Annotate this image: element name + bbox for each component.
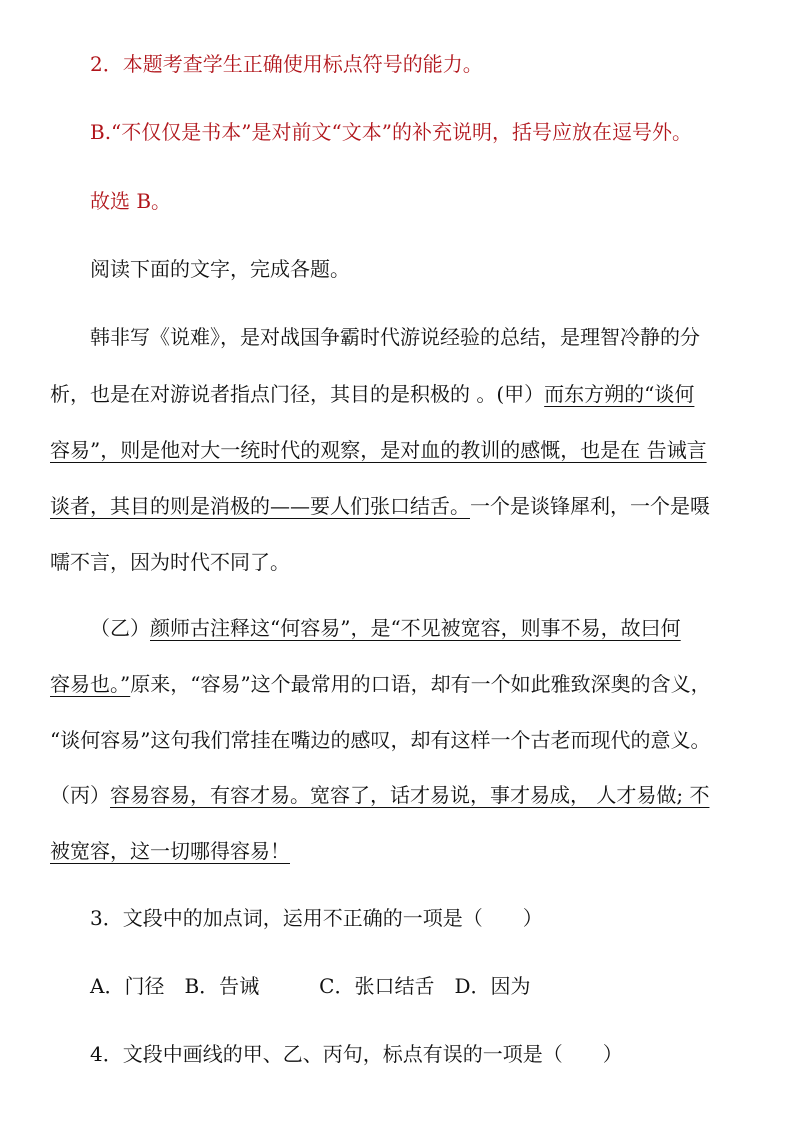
passage-p2-label-bing: （丙） (50, 783, 110, 807)
question-3-options: A．门径 B．告诫 C．张口结舌 D．因为 (90, 974, 531, 998)
passage-p1-line-1: 韩非写《说难》，是对战国争霸时代游说经验的总结，是理智冷静的分 (90, 325, 700, 349)
passage-p1-line-5: 嚅不言，因为时代不同了。 (50, 550, 290, 574)
answer-line-3: 故选 B。 (90, 189, 172, 213)
passage-p2-line-4-underlined: 容易容易，有容才易。宽容了，话才易说，事才易成， 人才易做; 不 (110, 783, 710, 807)
passage-p2-line-5-underlined: 被宽容，这一切哪得容易！ (50, 839, 290, 863)
passage-p2-line-3: “谈何容易”这句我们常挂在嘴边的感叹，却有这样一个古老而现代的意义。 (50, 728, 711, 752)
passage-p2-line-2-plain: 原来，“容易”这个最常用的口语，却有一个如此雅致深奥的含义， (130, 672, 711, 696)
question-4: 4．文段中画线的甲、乙、丙句，标点有误的一项是（ ） (90, 1042, 623, 1066)
passage-p2-line-2-underlined: 容易也。” (50, 672, 131, 696)
question-3: 3．文段中的加点词，运用不正确的一项是（ ） (90, 906, 543, 930)
passage-p1-line-4-plain: 一个是谈锋犀利，一个是嗫 (470, 494, 710, 518)
passage-p2-line-1 (90, 614, 681, 642)
answer-line-2: B.“不仅仅是书本”是对前文“文本”的补充说明，括号应放在逗号外。 (90, 120, 692, 144)
passage-p1-line-3-underlined: 容易”，则是他对大一统时代的观察，是对血的教训的感慨，也是在 告诫言 (50, 438, 707, 462)
instruction-text: 阅读下面的文字，完成各题。 (90, 257, 350, 281)
passage-p2-line-4 (50, 781, 709, 809)
passage-p1-line-3 (50, 436, 707, 464)
passage-p1-line-4-underlined: 谈者，其目的则是消极的——要人们张口结舌。 (50, 494, 470, 518)
passage-p1-line-2-underlined: 而东方朔的“谈何 (544, 382, 695, 406)
passage-p2-label-yi: （乙） (90, 616, 150, 640)
passage-p2-line-1-underlined: 颜师古注释这“何容易”，是“不见被宽容，则事不易，故曰何 (150, 616, 681, 640)
answer-line-1: 2．本题考查学生正确使用标点符号的能力。 (90, 52, 483, 76)
passage-p1-line-2 (50, 380, 694, 408)
passage-p2-line-2 (50, 670, 711, 698)
passage-p1-line-4 (50, 492, 710, 520)
passage-p1-line-2-plain: 析，也是在对游说者指点门径，其目的是积极的 。(甲） (50, 382, 545, 406)
passage-p2-line-5 (50, 837, 290, 865)
